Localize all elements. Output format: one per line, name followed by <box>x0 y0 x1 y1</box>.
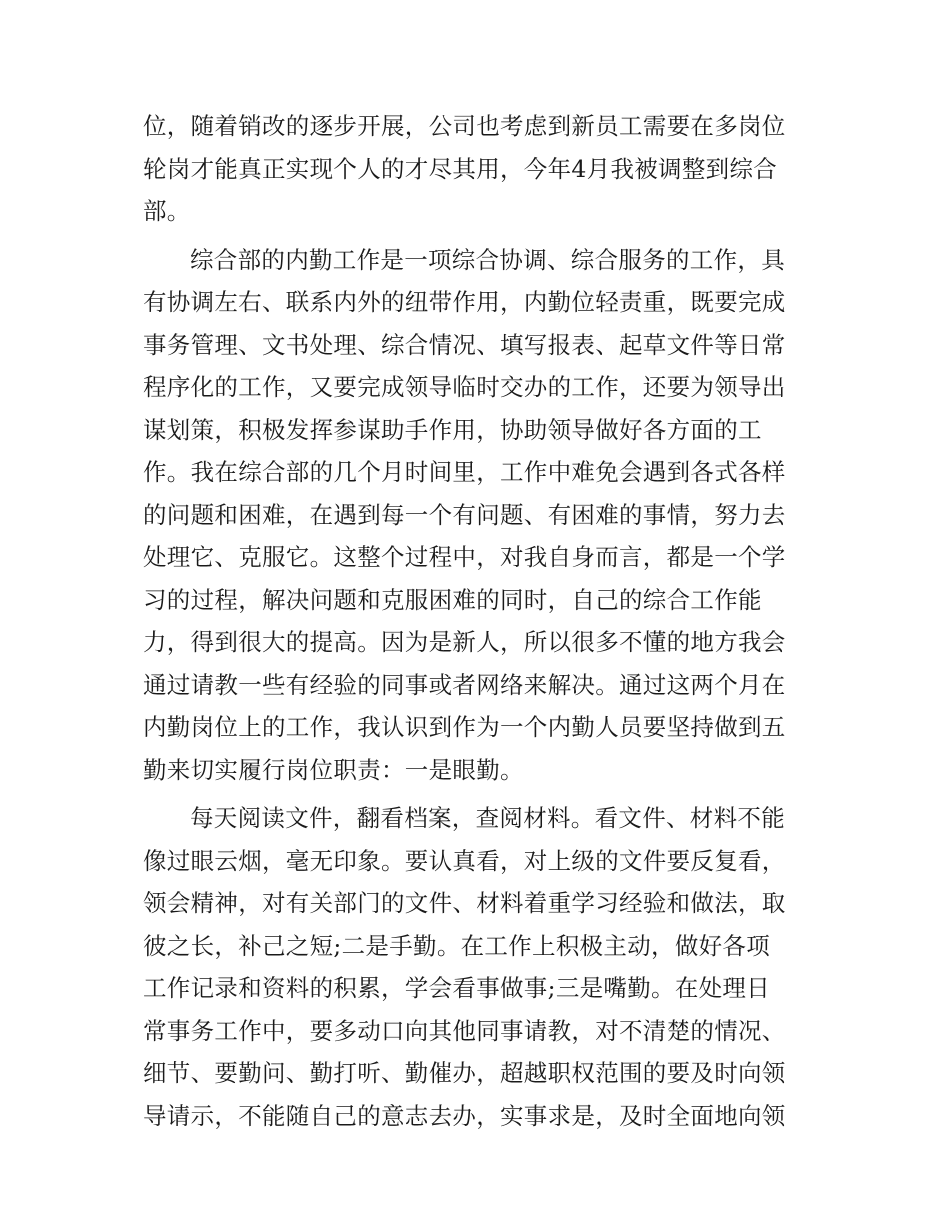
text-line: 勤来切实履行岗位职责：一是眼勤。 <box>143 755 524 784</box>
text-line: 力，得到很大的提高。因为是新人，所以很多不懂的地方我会 <box>143 628 786 656</box>
text-line: 综合部的内勤工作是一项综合协调、综合服务的工作，具 <box>190 245 785 274</box>
text-line: 轮岗才能真正实现个人的才尽其用，今年4月我被调整到综合 <box>143 154 778 183</box>
text-line: 作。我在综合部的几个月时间里，工作中难免会遇到各式各样 <box>143 458 786 486</box>
text-line: 谋划策，积极发挥参谋助手作用，协助领导做好各方面的工 <box>143 415 762 444</box>
text-line: 部。 <box>143 197 191 225</box>
text-line: 位，随着销改的逐步开展，公司也考虑到新员工需要在多岗位 <box>143 112 786 140</box>
document-body <box>143 105 813 1143</box>
text-line: 处理它、克服它。这整个过程中，对我自身而言，都是一个学 <box>143 543 786 571</box>
paragraph-1 <box>143 105 813 233</box>
paragraph-2 <box>143 239 813 792</box>
text-line: 工作记录和资料的积累，学会看事做事;三是嘴勤。在处理日 <box>143 974 771 1002</box>
text-line: 内勤岗位上的工作，我认识到作为一个内勤人员要坚持做到五 <box>143 713 786 741</box>
text-line: 领会精神，对有关部门的文件、材料着重学习经验和做法，取 <box>143 889 786 917</box>
text-line: 的问题和困难，在遇到每一个有问题、有困难的事情，努力去 <box>143 500 786 529</box>
text-line: 习的过程，解决问题和克服困难的同时，自己的综合工作能 <box>143 585 762 614</box>
text-line: 有协调左右、联系内外的纽带作用，内勤位轻责重，既要完成 <box>143 288 786 316</box>
text-line: 程序化的工作，又要完成领导临时交办的工作，还要为领导出 <box>143 373 786 401</box>
text-line: 细节、要勤问、勤打听、勤催办，超越职权范围的要及时向领 <box>143 1059 786 1087</box>
text-line: 像过眼云烟，毫无印象。要认真看，对上级的文件要反复看， <box>143 846 786 875</box>
text-line: 每天阅读文件，翻看档案，查阅材料。看文件、材料不能 <box>190 804 785 832</box>
text-line: 事务管理、文书处理、综合情况、填写报表、起草文件等日常 <box>143 330 786 359</box>
paragraph-3 <box>143 797 813 1137</box>
text-line: 导请示，不能随自己的意志去办，实事求是，及时全面地向领 <box>143 1101 786 1130</box>
text-line: 常事务工作中，要多动口向其他同事请教，对不清楚的情况、 <box>143 1016 786 1045</box>
text-line: 彼之长，补己之短;二是手勤。在工作上积极主动，做好各项 <box>143 931 771 960</box>
text-line: 通过请教一些有经验的同事或者网络来解决。通过这两个月在 <box>143 670 786 699</box>
